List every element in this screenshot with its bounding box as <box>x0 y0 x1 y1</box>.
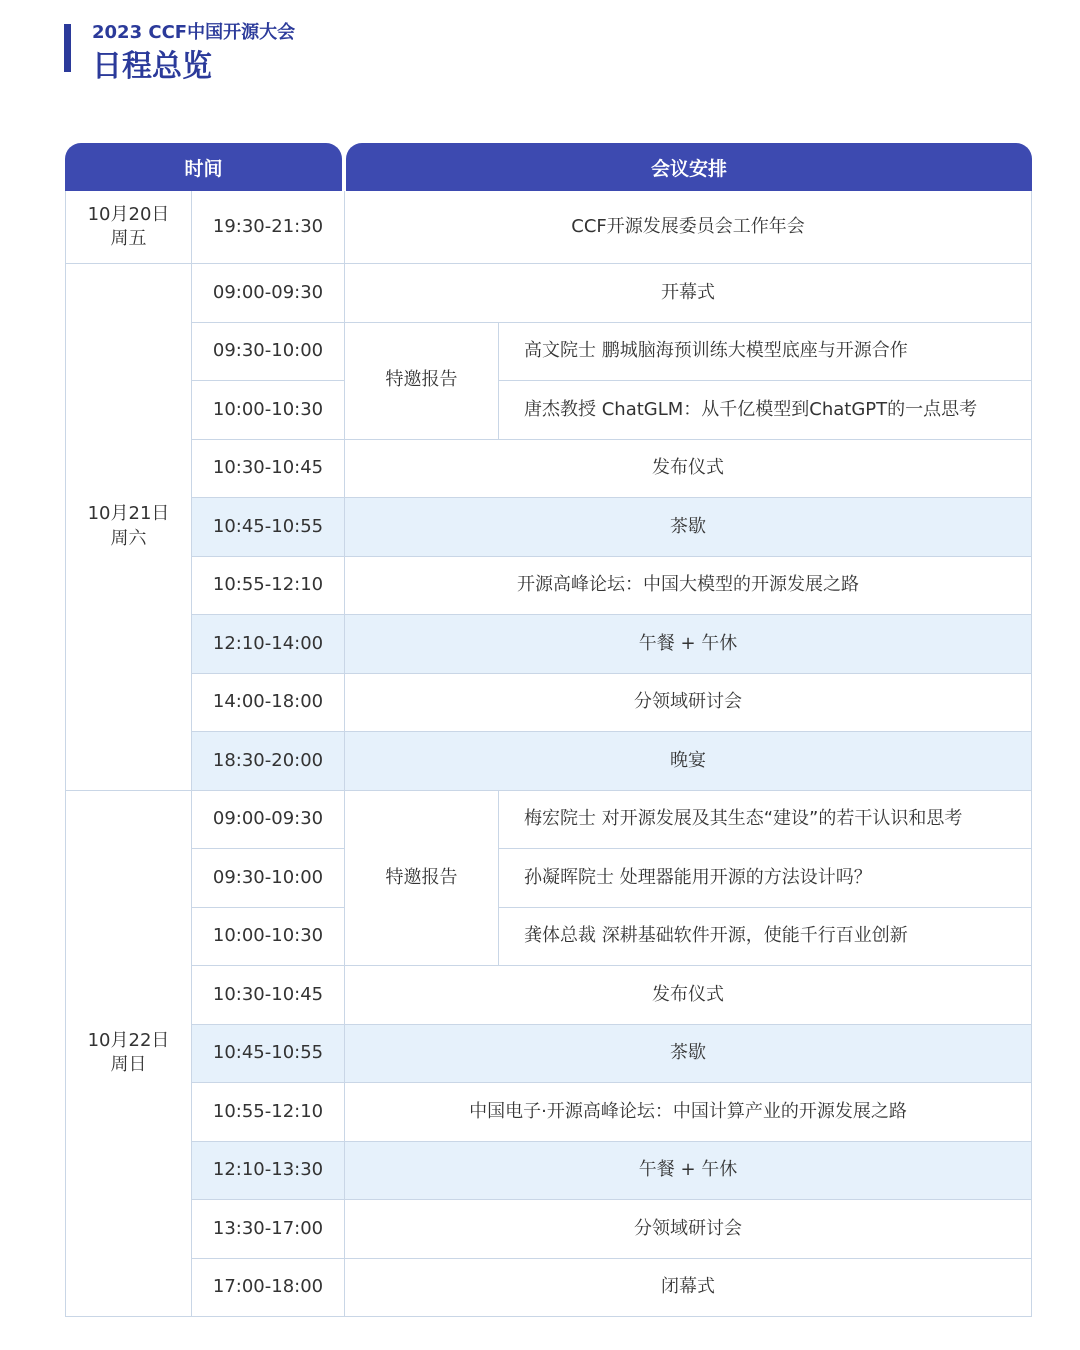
event-cell <box>498 323 1032 382</box>
event-label: 午餐 + 午休 <box>638 632 738 654</box>
event-label: 开幕式 <box>661 281 715 303</box>
category-label: 特邀报告 <box>385 866 458 888</box>
time-cell <box>191 381 344 440</box>
time-cell <box>191 1025 344 1084</box>
event-cell <box>344 1142 1032 1201</box>
time-label: 10:55-12:10 <box>212 1100 324 1122</box>
time-cell <box>191 557 344 616</box>
time-label: 09:30-10:00 <box>212 866 324 888</box>
event-label: 茶歇 <box>670 1042 706 1064</box>
event-label: 中国电子·开源高峰论坛：中国计算产业的开源发展之路 <box>469 1100 907 1122</box>
weekday-label: 周日 <box>110 1054 147 1076</box>
event-cell <box>344 498 1032 557</box>
time-label: 10:45-10:55 <box>212 515 324 537</box>
event-cell <box>344 966 1032 1025</box>
time-label: 10:30-10:45 <box>212 983 324 1005</box>
event-cell <box>344 1259 1032 1318</box>
time-label: 10:45-10:55 <box>212 1042 324 1064</box>
time-cell <box>191 1200 344 1259</box>
date-cell <box>65 791 191 1318</box>
time-label: 09:30-10:00 <box>212 340 324 362</box>
event-cell <box>344 1200 1032 1259</box>
weekday-label: 周五 <box>110 228 147 249</box>
event-cell <box>344 1025 1032 1084</box>
event-cell <box>344 1083 1032 1142</box>
event-label: 高文院士 鹏城脑海预训练大模型底座与开源合作 <box>524 340 908 362</box>
time-cell <box>191 966 344 1025</box>
event-label: 发布仪式 <box>652 983 724 1005</box>
event-cell <box>344 615 1032 674</box>
time-label: 09:00-09:30 <box>212 808 324 830</box>
event-label: 茶歇 <box>670 515 706 537</box>
event-label: 唐杰教授 ChatGLM：从千亿模型到ChatGPT的一点思考 <box>524 398 978 420</box>
event-cell <box>344 440 1032 499</box>
weekday-label: 周六 <box>110 527 147 549</box>
time-cell <box>191 615 344 674</box>
event-label: CCF开源发展委员会工作年会 <box>571 215 805 237</box>
event-label: 闭幕式 <box>661 1276 715 1298</box>
page-title: 日程总览 <box>92 49 212 84</box>
time-label: 17:00-18:00 <box>212 1276 324 1298</box>
event-cell <box>344 732 1032 791</box>
date-label: 10月21日 <box>87 503 170 525</box>
time-label: 10:30-10:45 <box>212 457 324 479</box>
event-cell <box>344 264 1032 323</box>
event-cell <box>498 381 1032 440</box>
time-label: 10:00-10:30 <box>212 398 324 420</box>
time-label: 12:10-14:00 <box>212 632 324 654</box>
event-label: 午餐 + 午休 <box>638 1159 738 1181</box>
time-label: 09:00-09:30 <box>212 281 324 303</box>
category-label: 特邀报告 <box>385 369 458 391</box>
event-label: 发布仪式 <box>652 457 724 479</box>
column-header-arrangement: 会议安排 <box>346 143 1032 191</box>
time-cell <box>191 264 344 323</box>
category-cell <box>344 323 498 440</box>
time-cell <box>191 1259 344 1318</box>
time-cell <box>191 323 344 382</box>
time-label: 12:10-13:30 <box>212 1159 324 1181</box>
column-header-time: 时间 <box>65 143 342 191</box>
event-cell <box>344 557 1032 616</box>
event-label: 孙凝晖院士 处理器能用开源的方法设计吗？ <box>524 866 872 888</box>
time-label: 14:00-18:00 <box>212 691 324 713</box>
time-label: 10:55-12:10 <box>212 574 324 596</box>
time-cell <box>191 791 344 850</box>
time-cell <box>191 1142 344 1201</box>
date-cell <box>65 264 191 791</box>
time-cell <box>191 498 344 557</box>
event-cell <box>498 908 1032 967</box>
date-cell <box>65 191 191 264</box>
event-label: 分领域研讨会 <box>634 691 742 713</box>
time-label: 19:30-21:30 <box>212 215 324 237</box>
time-cell <box>191 908 344 967</box>
event-cell <box>344 191 1032 264</box>
event-label: 梅宏院士 对开源发展及其生态“建设”的若干认识和思考 <box>524 808 963 830</box>
time-cell <box>191 191 344 264</box>
time-cell <box>191 440 344 499</box>
category-cell <box>344 791 498 967</box>
event-cell <box>344 674 1032 733</box>
event-label: 龚体总裁 深耕基础软件开源，使能千行百业创新 <box>524 925 908 947</box>
time-cell <box>191 732 344 791</box>
date-label: 10月22日 <box>87 1029 170 1051</box>
time-label: 13:30-17:00 <box>212 1217 324 1239</box>
time-label: 18:30-20:00 <box>212 749 324 771</box>
time-cell <box>191 674 344 733</box>
time-cell <box>191 849 344 908</box>
event-label: 分领域研讨会 <box>634 1217 742 1239</box>
page-subtitle: 2023 CCF中国开源大会 <box>92 22 296 43</box>
time-cell <box>191 1083 344 1142</box>
time-label: 10:00-10:30 <box>212 925 324 947</box>
date-label: 10月20日 <box>87 203 170 225</box>
event-cell <box>498 791 1032 850</box>
event-cell <box>498 849 1032 908</box>
event-label: 开源高峰论坛：中国大模型的开源发展之路 <box>517 574 859 596</box>
event-label: 晚宴 <box>670 749 706 771</box>
